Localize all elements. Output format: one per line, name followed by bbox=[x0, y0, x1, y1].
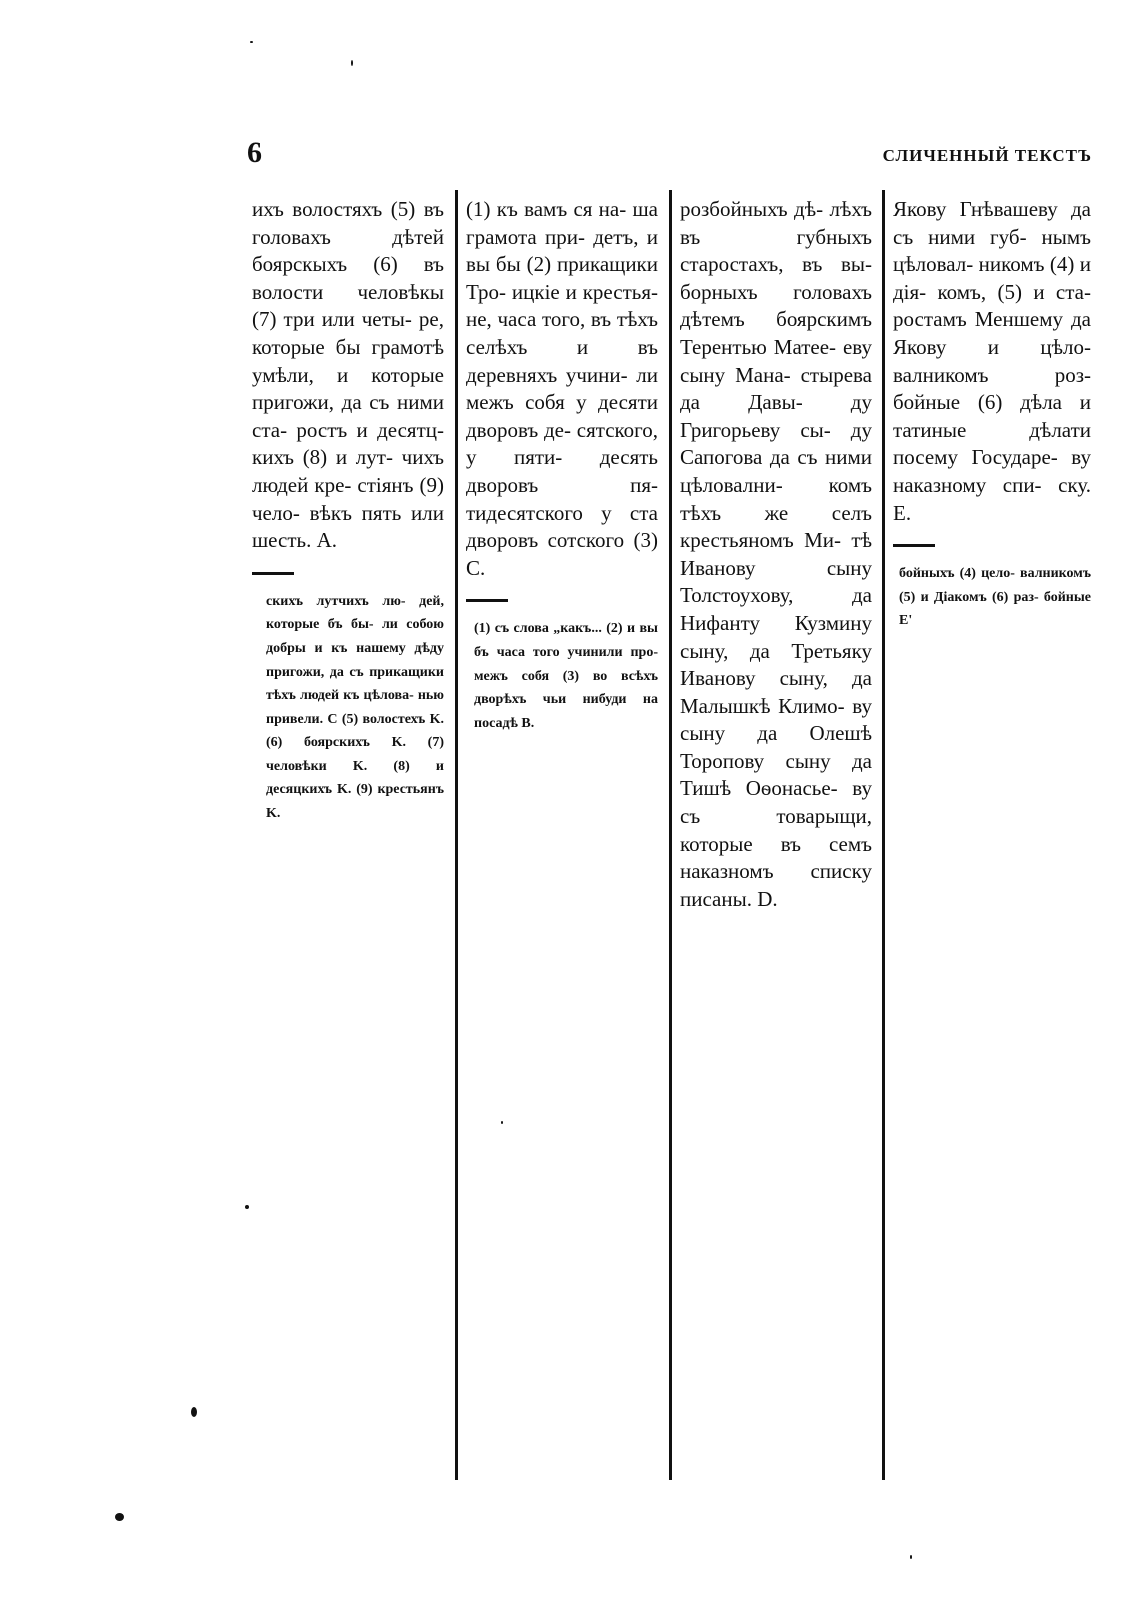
column-4-footnotes: бойныхъ (4) цело- валникомъ (5) и Діакомъ (6) раз- бойные E' bbox=[899, 566, 1091, 629]
page-number: 6 bbox=[247, 136, 262, 169]
scan-speck bbox=[501, 1121, 503, 1124]
scan-speck bbox=[351, 60, 353, 66]
column-divider-2 bbox=[669, 190, 672, 1480]
scan-speck bbox=[910, 1555, 912, 1559]
text-column-2 bbox=[466, 196, 658, 735]
text-column-4 bbox=[893, 196, 1091, 633]
column-3-main-text: розбойныхъ дѣ- лѣхъ въ губныхъ старостахъ, въ вы- борныхъ головахъ дѣтемъ боярскимъ Терентью Матее- еву сыну Мана- стырева да Давы- ду Григорьеву сы- ду Сапогова да съ ними цѣловални- комъ тѣхъ же селъ крестьяномъ Ми- тѣ Иванову сыну Толстоухову, да Нифанту Кузмину сыну, да Третьяку Иванову сыну, да Малышкѣ Климо- ву сыну да Олешѣ Торопову сыну да Тишѣ Оѳонасье- ву съ товарыщи, которые въ семъ наказномъ списку писаны. D. bbox=[680, 197, 872, 911]
text-column-1 bbox=[252, 196, 444, 826]
scan-speck bbox=[250, 41, 253, 43]
footnote-rule-2 bbox=[466, 599, 508, 602]
running-head: СЛИЧЕННЫЙ ТЕКСТЪ bbox=[882, 146, 1092, 165]
column-2-main-text: (1) къ вамъ ся на- ша грамота при- детъ, и вы бы (2) прикащики Тро- ицкіе и крестья- не, часа того, въ тѣхъ селѣхъ и въ деревняхъ учини- ли межъ собя у десяти дворовъ де- сятского, у пяти- десять дворовъ пя- тидесятского у ста дворовъ сотского (3) C. bbox=[466, 197, 658, 580]
column-2-footnotes: (1) съ слова „какъ... (2) и вы бъ часа того учинили про- межъ собя (3) во всѣхъ дворѣхъ чьи нибуди на посадѣ B. bbox=[474, 621, 658, 731]
column-1-footnotes: скихъ лутчихъ лю- дей, которые бъ бы- ли собою добры и къ нашему дѣду пригожи, да съ прикащики тѣхъ людей къ цѣлова- нью привели. C (5) волостехъ K. (6) боярскихъ K. (7) человѣки K. (8) и десяцкихъ K. (9) крестьянъ K. bbox=[266, 593, 444, 822]
column-divider-3 bbox=[882, 190, 885, 1480]
scan-speck bbox=[115, 1513, 124, 1521]
column-divider-1 bbox=[455, 190, 458, 1480]
scan-speck bbox=[245, 1205, 249, 1209]
footnote-rule-4 bbox=[893, 544, 935, 547]
column-1-main-text: ихъ волостяхъ (5) въ головахъ дѣтей боярскыхъ (6) въ волости человѣкы (7) три или четы- ре, которые бы грамотѣ умѣли, и которые пригожи, да съ ними ста- ростъ и десятц- кихъ (8) и лут- чихъ людей кре- стіянъ (9) чело- вѣкъ пять или шесть. A. bbox=[252, 197, 444, 553]
footnote-rule-1 bbox=[252, 572, 294, 575]
text-column-3 bbox=[680, 196, 872, 913]
column-4-main-text: Якову Гнѣвашеву да съ ними губ- нымъ цѣловал- никомъ (4) и дія- комъ, (5) и ста- ростамъ Меншему да Якову и цѣло- валникомъ роз- бойные (6) дѣла и татиные дѣлати посему Государе- ву наказному спи- ску. E. bbox=[893, 197, 1091, 525]
scan-speck bbox=[191, 1407, 197, 1417]
